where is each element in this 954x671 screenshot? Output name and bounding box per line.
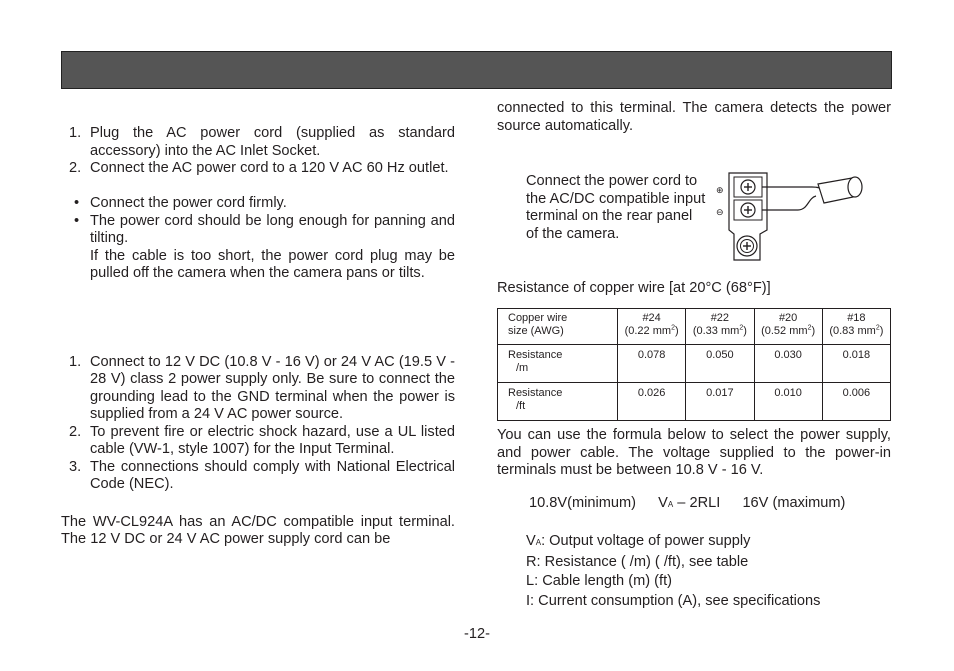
left-column (61, 125, 455, 549)
table-cell: 0.050 (686, 345, 754, 383)
formula-paragraph: You can use the formula below to select the power supply, and power cable. The voltage supplied to the power-in terminals must be between 10.8 V - 16 V. (497, 427, 891, 478)
table-row-label: Resistance /m (498, 345, 618, 383)
list-item: 3. The connections should comply with National Electrical Code (NEC). (69, 458, 455, 492)
table-header-cell: #18 (0.83 $mm^2$) (822, 309, 890, 345)
table-header-cell: #20 (0.52 $mm^2$) (754, 309, 822, 345)
cable-icon (762, 177, 862, 210)
formula-legend (526, 532, 820, 611)
table-row (498, 383, 891, 421)
minus-label: ⊖ (716, 208, 724, 218)
ground-screw-icon (737, 236, 757, 256)
list-item: 1. Connect to 12 V DC (10.8 V - 16 V) or 24 V AC (19.5 V - 28 V) class 2 power supply only. Be sure to connect the grounding lead to the GND terminal when the power is supplied from a 24 V AC power source. (69, 353, 455, 422)
table-cell: 0.026 (618, 383, 686, 421)
dc-steps-list (61, 354, 455, 494)
table-row (498, 309, 891, 345)
section-header-bar (61, 51, 892, 89)
table-header-cell: #22 (0.33 $mm^2$) (686, 309, 754, 345)
continuation-paragraph: connected to this terminal. The camera detects the power source automatically. (497, 100, 891, 134)
ac-steps-list (61, 125, 455, 178)
voltage-formula: 10.8V(minimum) VA – 2RLI 16V (maximum) (529, 495, 846, 511)
table-cell: 0.010 (754, 383, 822, 421)
legend-r: R: Resistance ( /m) ( /ft), see table (526, 553, 749, 570)
table-cell: 0.006 (822, 383, 890, 421)
screw-icon (741, 203, 755, 217)
ac-notes-list (61, 195, 455, 283)
resistance-caption: Resistance of copper wire [at 20°C (68°F)] (497, 280, 771, 296)
right-column-top (497, 100, 891, 135)
list-item: 2. Connect the AC power cord to a 120 V AC 60 Hz outlet. (69, 160, 449, 176)
table-cell: 0.030 (754, 345, 822, 383)
table-header-cell: Copper wire size (AWG) (498, 309, 618, 345)
table-cell: 0.017 (686, 383, 754, 421)
terminal-caption: Connect the power cord to the AC/DC compatible input terminal on the rear panel of the camera. (526, 173, 706, 242)
terminal-diagram (712, 168, 872, 263)
table-cell: 0.078 (618, 345, 686, 383)
screw-icon (741, 180, 755, 194)
plus-label: ⊕ (716, 186, 724, 196)
resistance-table (497, 308, 891, 421)
list-item: 1. Plug the AC power cord (supplied as standard accessory) into the AC Inlet Socket. (69, 125, 455, 159)
intro-paragraph: The WV-CL924A has an AC/DC compatible input terminal. The 12 V DC or 24 V AC power supply cord can be (61, 513, 455, 547)
table-row-label: Resistance /ft (498, 383, 618, 421)
list-item: • The power cord should be long enough for panning and tilting. If the cable is too short, the power cord plug may be pulled off the camera when the camera pans or tilts. (74, 212, 455, 281)
table-header-cell: #24 (0.22 $mm^2$) (618, 309, 686, 345)
legend-i: I: Current consumption (A), see specifications (526, 592, 821, 609)
note-continuation: If the cable is too short, the power cord plug may be pulled off the camera when the camera pans or tilts. (90, 247, 455, 281)
table-row (498, 345, 891, 383)
legend-l: L: Cable length (m) (ft) (526, 573, 672, 589)
list-item: • Connect the power cord firmly. (74, 195, 287, 211)
page-number: -12- (464, 626, 490, 642)
list-item: 2. To prevent fire or electric shock hazard, use a UL listed cable (VW-1, style 1007) for the Input Terminal. (69, 423, 455, 457)
table-cell: 0.018 (822, 345, 890, 383)
legend-va: VA: Output voltage of power supply (526, 533, 751, 549)
